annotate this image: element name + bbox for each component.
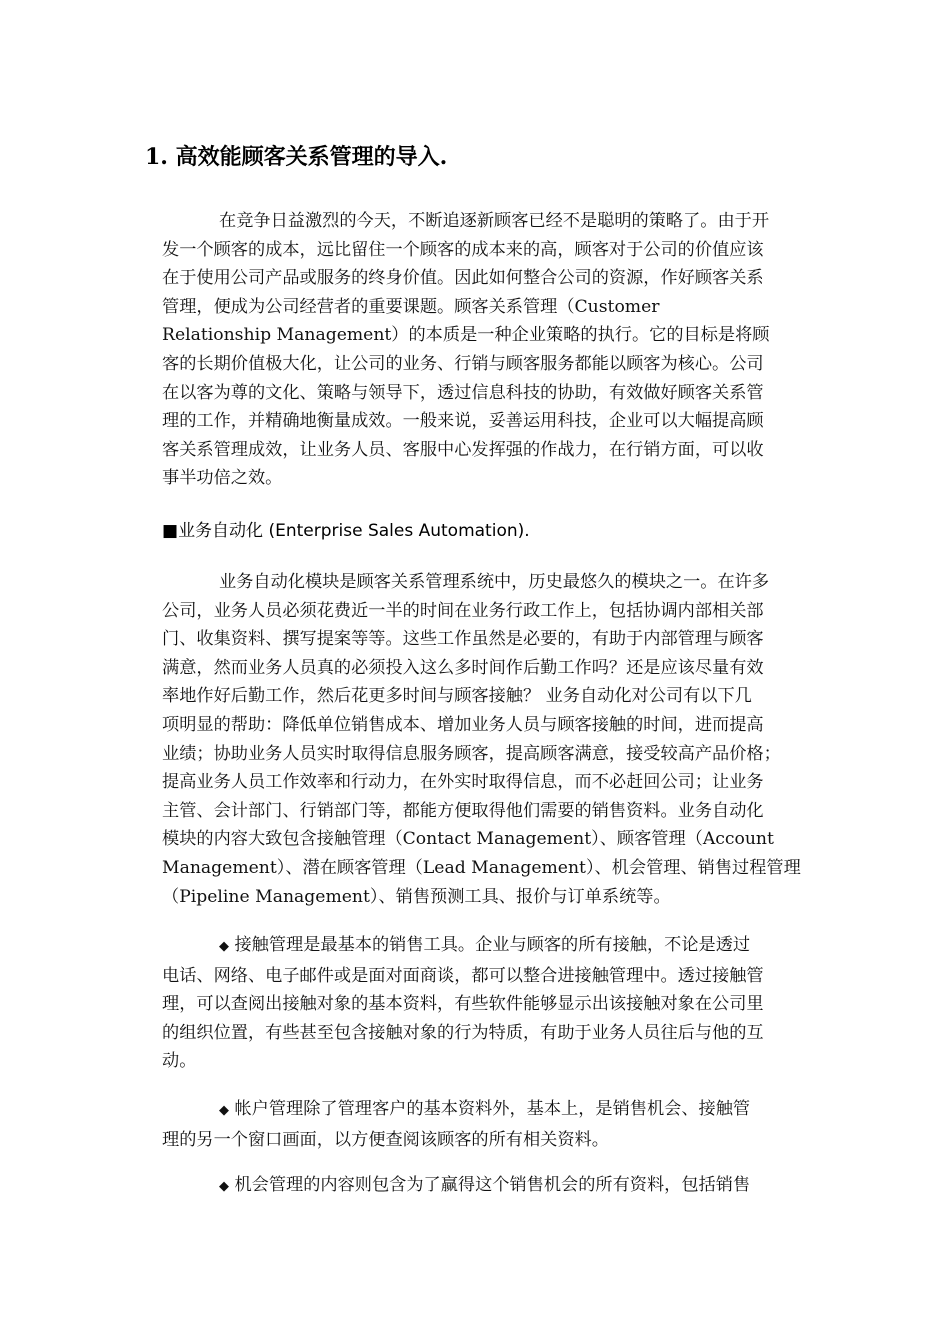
square-bullet-icon: ■ [162,521,179,541]
paragraph-line: 客的长期价值极大化，让公司的业务、行销与顾客服务都能以顾客为核心。公司 [162,353,764,374]
paragraph-line: 理，可以查阅出接触对象的基本资料，有些软件能够显示出该接触对象在公司里 [162,994,764,1015]
paragraph-line: 理的工作，并精确地衡量成效。一般来说，妥善运用科技，企业可以大幅提高顾 [162,411,764,432]
bullet-paragraph-account [162,1095,832,1154]
paragraph-line: 在竞争日益激烈的今天，不断追逐新顾客已经不是聪明的策略了。由于开 [219,211,770,231]
intro-paragraph [162,207,832,493]
paragraph-line: 项明显的帮助：降低单位销售成本、增加业务人员与顾客接触的时间，进而提高 [162,714,764,735]
paragraph-line: 满意，然而业务人员真的必须投入这么多时间作后勤工作吗？还是应该尽量有效 [162,657,764,678]
paragraph-line: 接触管理是最基本的销售工具。企业与顾客的所有接触，不论是透过 [234,935,751,955]
paragraph-line: 的组织位置，有些甚至包含接触对象的行为特质，有助于业务人员往后与他的互 [162,1022,764,1043]
paragraph-line: 模块的内容大致包含接触管理（Contact Management）、顾客管理（Account [162,829,774,850]
diamond-bullet-icon: ◆ [219,939,229,954]
paragraph-line: 率地作好后勤工作，然后花更多时间与顾客接触？ 业务自动化对公司有以下几 [162,686,752,707]
paragraph-line: 动。 [162,1051,197,1072]
paragraph-line: 主管、会计部门、行销部门等，都能方便取得他们需要的销售资料。业务自动化 [162,800,764,821]
section-heading: 1. 高效能顾客关系管理的导入. [145,144,448,170]
paragraph-line: 门、收集资料、撰写提案等等。这些工作虽然是必要的，有助于内部管理与顾客 [162,629,764,650]
paragraph-line: 客关系管理成效，让业务人员、客服中心发挥强的作战力，在行销方面，可以收 [162,439,764,460]
sales-automation-paragraph [162,568,832,911]
paragraph-line: 业绩；协助业务人员实时取得信息服务顾客，提高顾客满意，接受较高产品价格； [162,743,781,764]
paragraph-line: 发一个顾客的成本，远比留住一个顾客的成本来的高，顾客对于公司的价值应该 [162,239,764,260]
paragraph-line: Relationship Management）的本质是一种企业策略的执行。它的目标是将顾 [162,325,770,346]
paragraph-line: 公司，业务人员必须花费近一半的时间在业务行政工作上，包括协调内部相关部 [162,600,764,621]
paragraph-line: （Pipeline Management）、销售预测工具、报价与订单系统等。 [162,886,671,907]
bullet-paragraph-opportunity [162,1171,832,1202]
paragraph-line: 机会管理的内容则包含为了赢得这个销售机会的所有资料，包括销售 [234,1175,751,1195]
diamond-bullet-icon: ◆ [219,1179,229,1194]
subsection-title [162,516,530,541]
paragraph-line: Management）、潜在顾客管理（Lead Management）、机会管理、销售过程管理 [162,857,801,878]
paragraph-line: 提高业务人员工作效率和行动力，在外实时取得信息，而不必赶回公司；让业务 [162,772,764,793]
paragraph-line: 管理，便成为公司经营者的重要课题。顾客关系管理（Customer [162,296,660,317]
paragraph-line: 电话、网络、电子邮件或是面对面商谈，都可以整合进接触管理中。透过接触管 [162,965,764,986]
diamond-bullet-icon: ◆ [219,1103,229,1118]
paragraph-line: 在于使用公司产品或服务的终身价值。因此如何整合公司的资源，作好顾客关系 [162,268,764,289]
paragraph-line: 帐户管理除了管理客户的基本资料外，基本上，是销售机会、接触管 [234,1099,751,1119]
paragraph-line: 业务自动化模块是顾客关系管理系统中，历史最悠久的模块之一。在许多 [219,572,770,592]
paragraph-line: 理的另一个窗口画面，以方便查阅该顾客的所有相关资料。 [162,1129,609,1150]
bullet-paragraph-contact [162,931,832,1076]
paragraph-line: 在以客为尊的文化、策略与领导下，透过信息科技的协助，有效做好顾客关系管 [162,382,764,403]
paragraph-line: 事半功倍之效。 [162,468,283,489]
subsection-title-text: 业务自动化 (Enterprise Sales Automation). [178,521,530,541]
